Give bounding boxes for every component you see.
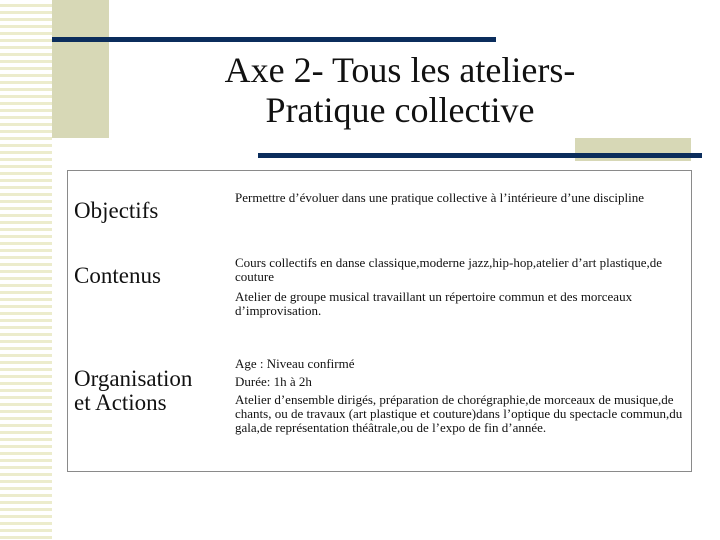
contenus-paragraph-2: Atelier de groupe musical travaillant un répertoire commun et des morceaux d’improvisation. <box>235 289 633 318</box>
decorative-stripes <box>0 0 52 540</box>
slide-title-line1: Axe 2- Tous les ateliers- <box>224 50 576 90</box>
row-label-objectifs: Objectifs <box>74 198 159 223</box>
bottom-divider-bar <box>258 153 702 158</box>
row-label-organisation <box>74 367 192 415</box>
row-text-objectifs <box>235 191 683 205</box>
slide-title <box>110 50 690 130</box>
top-divider-bar <box>52 37 496 42</box>
organisation-paragraph-atelier: Atelier d’ensemble dirigés, préparation de chorégraphie,de morceaux de musique,de chants, ou de travaux (art plastique et couture)dans l’optique du spectacle commun,du gala,de représentation théâtrale,ou de l’expo de fin d’année. <box>235 392 683 435</box>
row-text-contenus <box>235 256 683 318</box>
organisation-label-line1: Organisation <box>74 366 193 391</box>
organisation-paragraph-age: Age : Niveau confirmé <box>235 356 355 371</box>
organisation-paragraph-duree: Durée: 1h à 2h <box>235 374 312 389</box>
title-accent-block <box>52 0 109 138</box>
row-label-contenus: Contenus <box>74 263 161 288</box>
contenus-paragraph-1: Cours collectifs en danse classique,moderne jazz,hip-hop,atelier d’art plastique,de couture <box>235 255 663 284</box>
objectifs-paragraph: Permettre d’évoluer dans une pratique collective à l’intérieure d’une discipline <box>235 190 644 205</box>
row-text-organisation <box>235 357 683 435</box>
organisation-label-line2: et Actions <box>74 390 167 415</box>
slide-title-line2: Pratique collective <box>265 90 535 130</box>
